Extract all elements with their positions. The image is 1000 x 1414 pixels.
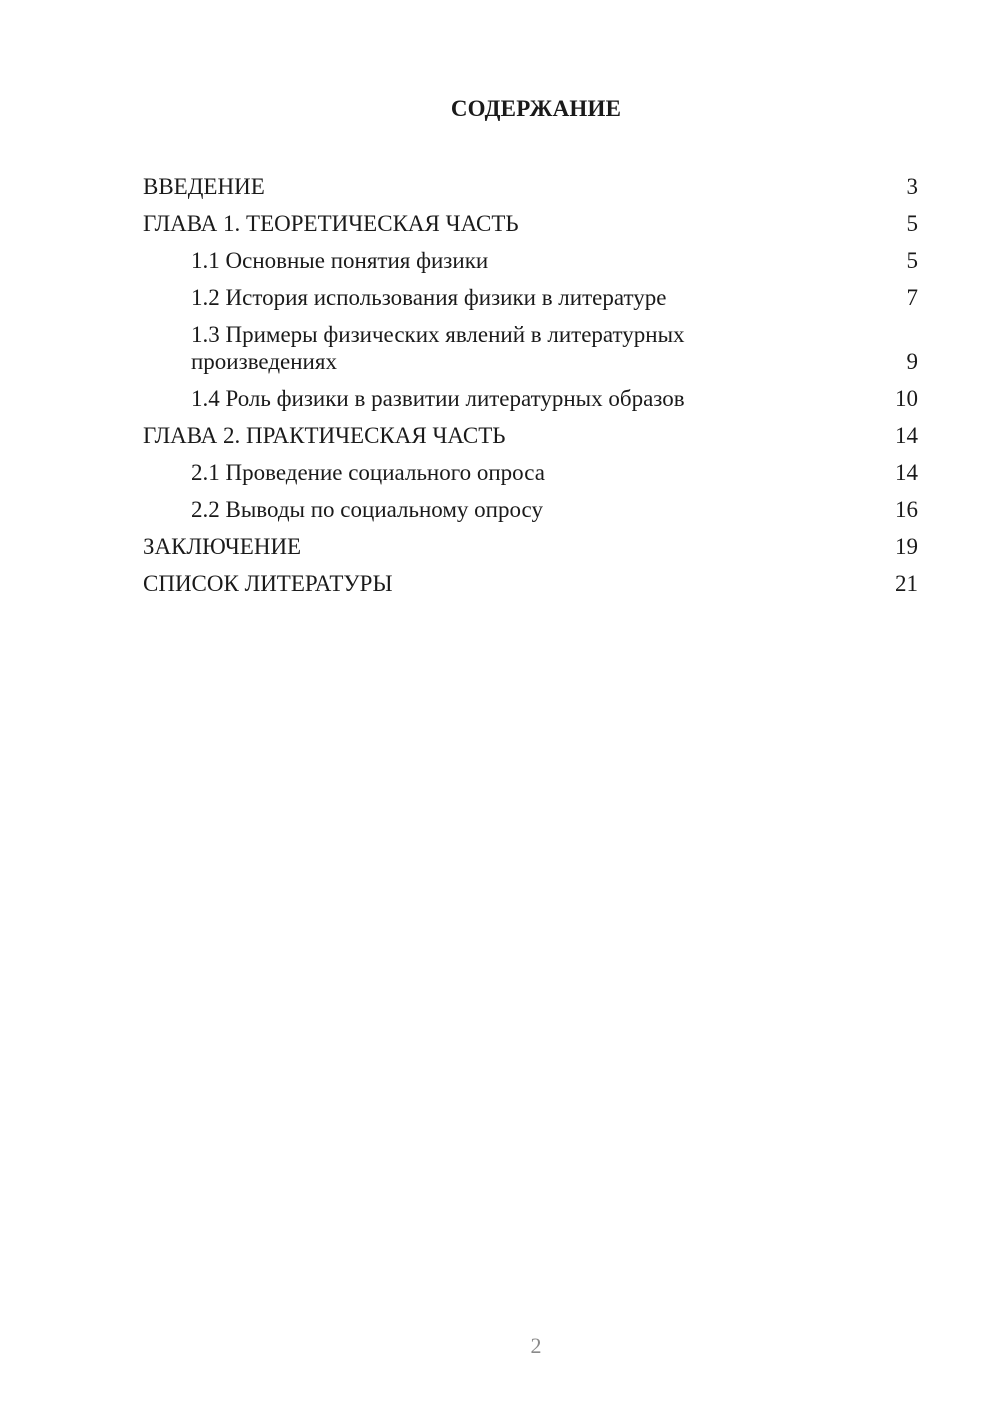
toc-entry-introduction[interactable]: [143, 168, 918, 205]
toc-entry-chapter-1[interactable]: [143, 205, 918, 242]
toc-entry-label: 1.2 История использования физики в литературе: [191, 285, 667, 310]
toc-entry-page: 3: [906, 174, 918, 199]
toc-entry-label: 1.1 Основные понятия физики: [191, 248, 489, 273]
page-title: СОДЕРЖАНИЕ: [450, 96, 622, 121]
toc-entry-label: 2.1 Проведение социального опроса: [191, 460, 545, 485]
toc-entry-page: 10: [895, 386, 918, 411]
toc-entry-label: 1.3 Примеры физических явлений в литературных произведениях: [191, 322, 685, 374]
toc-entry-section-2-2[interactable]: [143, 491, 918, 528]
toc-entry-label: ГЛАВА 2. ПРАКТИЧЕСКАЯ ЧАСТЬ: [143, 423, 506, 448]
toc-entry-page: 21: [895, 571, 918, 596]
toc-entry-page: 19: [895, 534, 918, 559]
toc-entry-section-1-2[interactable]: [143, 279, 918, 316]
toc-entry-section-2-1[interactable]: [143, 454, 918, 491]
toc-entry-page: 14: [895, 423, 918, 448]
toc-entry-page: 5: [906, 211, 918, 236]
toc-entry-page: 14: [895, 460, 918, 485]
toc-entry-page: 7: [906, 285, 918, 310]
toc-entry-section-1-1[interactable]: [143, 242, 918, 279]
toc-entry-label: ГЛАВА 1. ТЕОРЕТИЧЕСКАЯ ЧАСТЬ: [143, 211, 519, 236]
toc-entry-label: ВВЕДЕНИЕ: [143, 174, 265, 199]
toc-entry-label: 2.2 Выводы по социальному опросу: [191, 497, 543, 522]
toc-entry-page: 16: [895, 497, 918, 522]
page-number: 2: [530, 1333, 542, 1358]
toc-entry-label: 1.4 Роль физики в развитии литературных образов: [191, 386, 685, 411]
toc-entry-bibliography[interactable]: [143, 565, 918, 602]
toc-entry-chapter-2[interactable]: [143, 417, 918, 454]
toc-entry-page: 5: [906, 248, 918, 273]
toc-entry-section-1-3[interactable]: [143, 316, 918, 380]
table-of-contents: [143, 168, 918, 602]
toc-entry-conclusion[interactable]: [143, 528, 918, 565]
toc-entry-page: 9: [906, 349, 918, 374]
toc-entry-label: СПИСОК ЛИТЕРАТУРЫ: [143, 571, 393, 596]
toc-entry-section-1-4[interactable]: [143, 380, 918, 417]
toc-entry-label: ЗАКЛЮЧЕНИЕ: [143, 534, 302, 559]
